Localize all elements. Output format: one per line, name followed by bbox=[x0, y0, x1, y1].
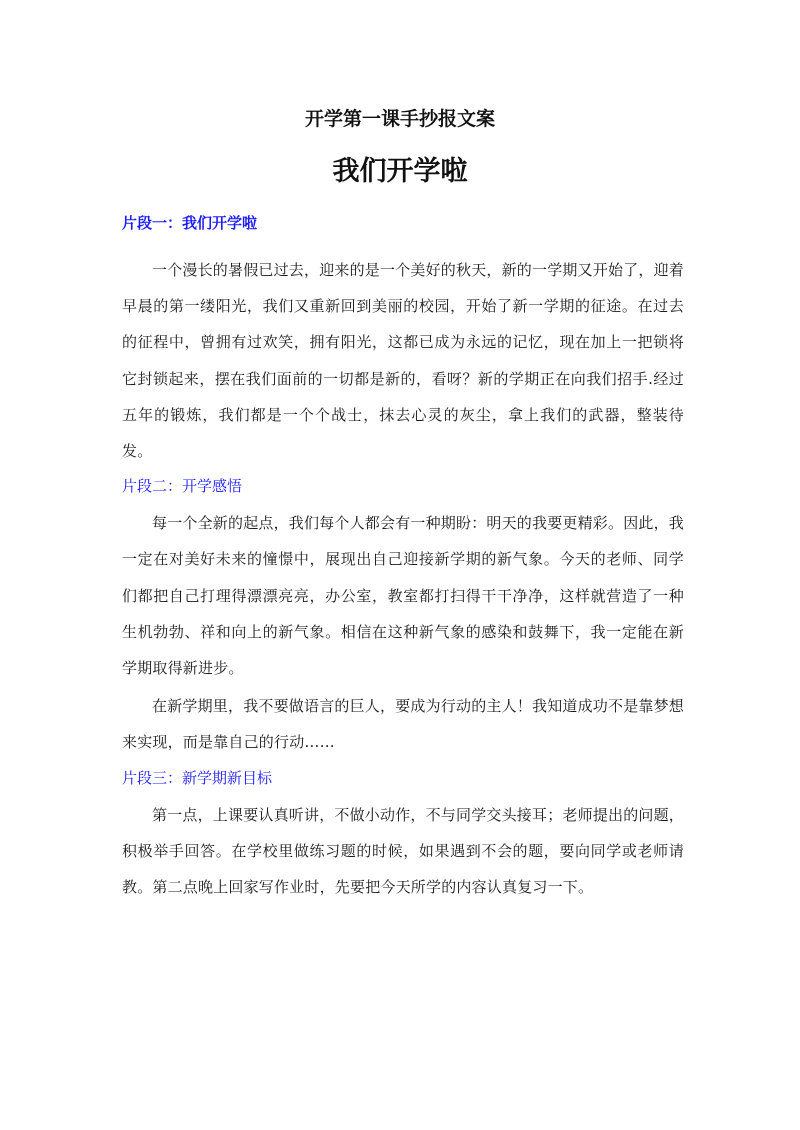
section-2-paragraph-2: 在新学期里，我不要做语言的巨人，要成为行动的主人！我知道成功不是靠梦想来实现，而是靠自己的行动…… bbox=[122, 697, 685, 752]
document-title: 我们开学啦 bbox=[332, 156, 468, 187]
section-heading-3: 片段三：新学期新目标 bbox=[122, 768, 273, 787]
document-subtitle: 开学第一课手抄报文案 bbox=[304, 108, 495, 130]
section-3-paragraph-1: 第一点，上课要认真听讲，不做小动作，不与同学交头接耳；老师提出的问题，积极举手回答。在学校里做练习题的时候，如果遇到不会的题，要向同学或老师请教。第二点晚上回家写作业时，先要把今天所学的内容认真复习一下。 bbox=[122, 805, 685, 897]
section-heading-2: 片段二：开学感悟 bbox=[122, 477, 243, 496]
section-2-paragraph-1: 每一个全新的起点，我们每个人都会有一种期盼：明天的我要更精彩。因此，我一定在对美好未来的憧憬中，展现出自己迎接新学期的新气象。今天的老师、同学们都把自己打理得漂漂亮亮，办公室，教室都打扫得干干净净，这样就营造了一种生机勃勃、祥和向上的新气象。相信在这种新气象的感染和鼓舞下，我一定能在新学期取得新进步。 bbox=[122, 514, 685, 678]
section-heading-1: 片段一：我们开学啦 bbox=[122, 214, 258, 232]
document-body bbox=[122, 210, 684, 905]
section-1-paragraph-1: 一个漫长的暑假已过去，迎来的是一个美好的秋天，新的一学期又开始了，迎着早晨的第一缕阳光，我们又重新回到美丽的校园，开始了新一学期的征途。在过去的征程中，曾拥有过欢笑，拥有阳光，这都已成为永远的记忆，现在加上一把锁将它封锁起来，摆在我们面前的一切都是新的，看呀？新的学期正在向我们招手.经过五年的锻炼，我们都是一个个战士，抹去心灵的灰尘，拿上我们的武器，整装待发。 bbox=[122, 261, 685, 461]
